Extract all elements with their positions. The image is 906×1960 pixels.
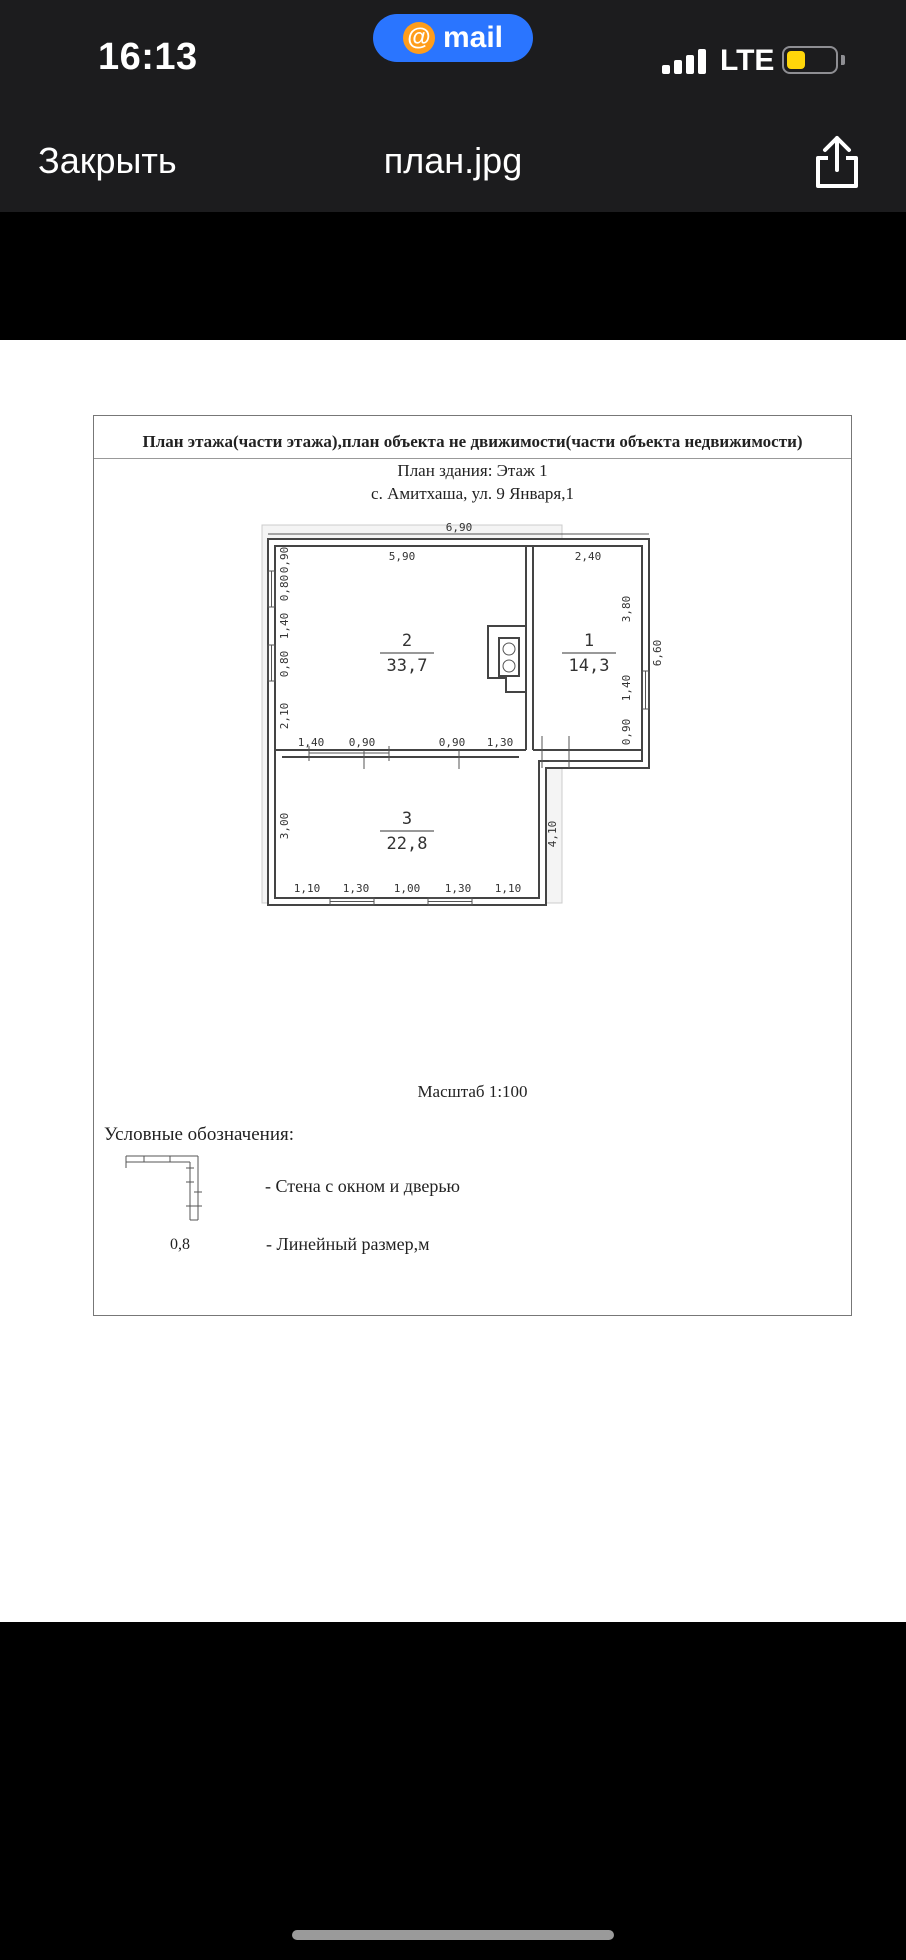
dimension-label: 1,40 — [278, 612, 291, 640]
dimension-label: 0,90 — [278, 546, 291, 574]
home-indicator[interactable] — [292, 1930, 614, 1940]
dimension-label: 6,90 — [445, 521, 473, 534]
status-time: 16:13 — [98, 36, 198, 78]
dimension-label: 0,90 — [438, 736, 466, 749]
mail-pill-label: mail — [442, 21, 504, 54]
dimension-label: 1,00 — [393, 882, 421, 895]
room-2-number: 2 — [401, 631, 413, 651]
dimension-label: 5,90 — [388, 550, 416, 563]
floor-plan-document — [93, 415, 852, 1316]
room-2-area: 33,7 — [386, 656, 428, 676]
dimension-label: 1,10 — [293, 882, 321, 895]
dimension-label: 2,10 — [278, 702, 291, 730]
dimension-label: 1,30 — [444, 882, 472, 895]
status-bar — [0, 0, 906, 110]
legend-wall-label: - Стена с окном и дверью — [265, 1176, 460, 1196]
share-icon — [810, 132, 864, 192]
dimension-label: 0,90 — [348, 736, 376, 749]
dimension-label: 2,40 — [574, 550, 602, 563]
dimension-label: 1,30 — [342, 882, 370, 895]
outer-wall — [268, 539, 649, 905]
dimension-label: 0,80 — [278, 650, 291, 678]
room-1-number: 1 — [583, 631, 595, 651]
dimension-label: 1,10 — [494, 882, 522, 895]
floor-plan-drawing — [94, 416, 853, 1076]
document-title: План этажа(части этажа),план объекта не движимости(части объекта недвижимости) — [142, 432, 803, 451]
dimension-label: 1,40 — [620, 674, 633, 702]
wall-window-door-symbol — [124, 1154, 214, 1224]
share-button[interactable] — [810, 132, 864, 192]
battery-icon — [782, 46, 838, 74]
legend-heading: Условные обозначения: — [104, 1124, 295, 1145]
dimension-label: 6,60 — [651, 639, 664, 667]
plan-scale: Масштаб 1:100 — [417, 1082, 528, 1101]
viewer-nav-bar — [0, 110, 906, 212]
image-viewer[interactable] — [0, 212, 906, 1622]
document-address: с. Амитхаша, ул. 9 Января,1 — [371, 484, 574, 503]
dimension-label: 3,80 — [620, 595, 633, 623]
dimension-label: 4,10 — [546, 820, 559, 848]
dimension-label: 1,40 — [297, 736, 325, 749]
battery-cap — [841, 55, 845, 65]
legend-dimension-sample: 0,8 — [170, 1236, 190, 1253]
room-1-area: 14,3 — [568, 656, 610, 676]
network-type: LTE — [720, 44, 775, 77]
document-page — [0, 340, 906, 1622]
legend-dimension-label: - Линейный размер,м — [266, 1234, 430, 1254]
document-subtitle: План здания: Этаж 1 — [397, 461, 548, 480]
mail-app-pill[interactable] — [373, 14, 533, 62]
dimension-label: 0,90 — [620, 718, 633, 746]
dimension-label: 1,30 — [486, 736, 514, 749]
room-3-area: 22,8 — [386, 834, 428, 854]
dimension-label: 0,80 — [278, 574, 291, 602]
file-title: план.jpg — [383, 140, 523, 181]
close-button[interactable]: Закрыть — [38, 140, 177, 181]
signal-icon — [662, 48, 706, 74]
room-3-number: 3 — [401, 809, 413, 829]
mail-at-icon: @ — [403, 22, 435, 54]
dimension-label: 3,00 — [278, 812, 291, 840]
